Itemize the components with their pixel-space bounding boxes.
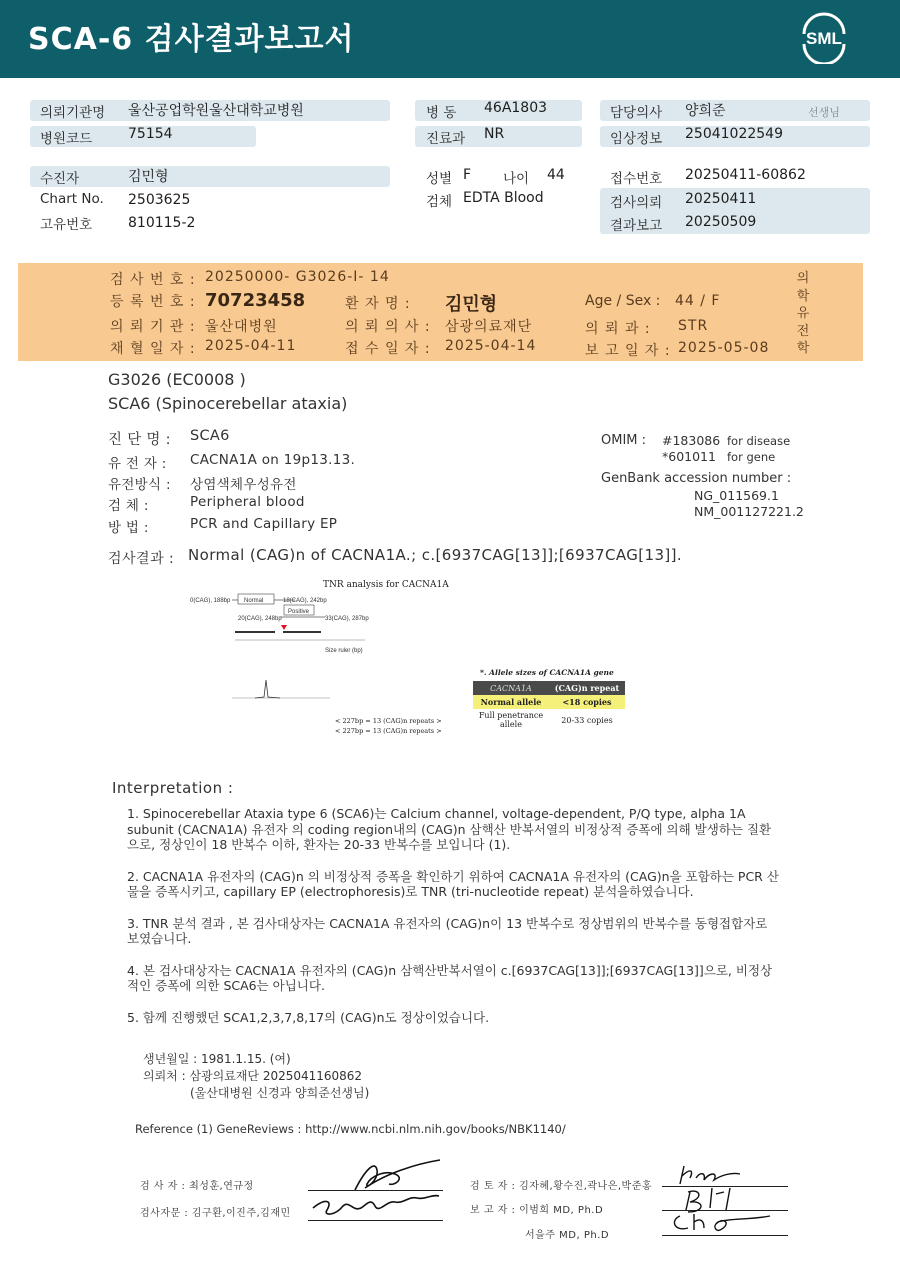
allele-table-title: *. Allele sizes of CACNA1A gene <box>480 668 614 677</box>
req-dept-label: 의 뢰 과 : <box>585 321 651 337</box>
report-date-label: 보 고 일 자 : <box>585 343 671 359</box>
omim-disease-note: for disease <box>727 434 791 448</box>
sex-value: F <box>463 167 472 183</box>
institution-label: 의뢰기관명 <box>40 105 106 121</box>
result-value: Normal (CAG)n of CACNA1A.; c.[6937CAG[13]];[6937CAG[13]]. <box>188 546 683 564</box>
side-char: 학 <box>796 341 810 356</box>
test-name: SCA6 (Spinocerebellar ataxia) <box>108 394 348 413</box>
req-doctor-value: 삼광의료재단 <box>445 319 533 335</box>
clinical-value: 25041022549 <box>685 126 783 142</box>
positive-label: Positive <box>288 609 310 615</box>
figure-title: TNR analysis for CACNA1A <box>323 580 449 590</box>
page-title: SCA-6 검사결과보고서 <box>28 22 355 57</box>
request-value: 20250411 <box>685 191 757 207</box>
chart-value: 2503625 <box>128 192 191 208</box>
patient-label: 수진자 <box>40 171 80 187</box>
age-sex-label: Age / Sex : <box>585 293 661 309</box>
allele-size-table <box>473 681 625 731</box>
allele-normal: Normal allele <box>473 695 549 709</box>
gene-label: 유 전 자 : <box>108 456 167 472</box>
side-char: 학 <box>796 288 810 304</box>
receipt-label: 접수번호 <box>610 171 663 187</box>
inherit-value: 상염색체우성유전 <box>190 477 297 493</box>
allele-col-repeat: (CAG)n repeat <box>549 681 625 695</box>
omim-gene: *601011 <box>662 449 716 464</box>
interpretation-title: Interpretation : <box>112 779 234 797</box>
info-band-patient <box>30 166 390 187</box>
req-doctor-label: 의 뢰 의 사 : <box>345 319 431 335</box>
gene-value: CACNA1A on 19p13.13. <box>190 452 356 468</box>
reviewer-reporter-signatures <box>660 1158 790 1238</box>
doctor-label: 담당의사 <box>610 105 663 121</box>
department-vertical-label <box>793 270 813 358</box>
allele-col-gene: CACNA1A <box>473 681 549 695</box>
age-value: 44 <box>547 167 565 183</box>
ward-label: 병 동 <box>426 105 457 121</box>
age-sex-value: 44 / F <box>675 293 721 309</box>
genbank-nm: NM_001127221.2 <box>694 504 804 519</box>
interpretation-item: 2. CACNA1A 유전자의 (CAG)n 의 비정상적 증폭을 확인하기 위하여 CACNA1A 유전자의 (CAG)n을 포함하는 PCR 산물을 증폭시키고, capillary EP (electrophoresis)로 TNR (tri-nucleotide repeat) 분석을하였습니다. <box>127 868 779 899</box>
patient-name-value: 김민형 <box>445 294 498 315</box>
patient-value: 김민형 <box>128 169 169 185</box>
requester-info: 의뢰처 : 삼광의료재단 2025041160862 <box>143 1069 363 1083</box>
recv-date-value: 2025-04-14 <box>445 338 537 354</box>
sample-date-value: 2025-04-11 <box>205 338 297 354</box>
allele-full-penetrance-copies: 20-33 copies <box>549 709 625 731</box>
dept-value: NR <box>484 126 505 142</box>
clinical-label: 임상정보 <box>610 131 663 147</box>
hospital-code-value: 75154 <box>128 126 173 142</box>
uid-label: 고유번호 <box>40 217 93 233</box>
specimen-value: EDTA Blood <box>463 190 544 206</box>
reviewer-names: 검 토 자 : 김자혜,황수진,곽나은,박준홍 <box>470 1181 653 1192</box>
interpretation-item: 3. TNR 분석 결과 , 본 검사대상자는 CACNA1A 유전자의 (CAG)n이 13 반복수로 정상범위의 반복수를 동형접합자로 보였습니다. <box>127 915 768 946</box>
birth-date: 생년월일 : 1981.1.15. (여) <box>143 1052 291 1066</box>
genbank-ng: NG_011569.1 <box>694 488 779 503</box>
size-ruler-label: Size ruler (bp) <box>325 648 363 654</box>
reg-no-label: 등 록 번 호 : <box>110 294 196 310</box>
receipt-value: 20250411-60862 <box>685 167 806 183</box>
specimen-label: 검체 <box>426 194 453 210</box>
side-char: 의 <box>796 271 810 286</box>
chart-label: Chart No. <box>40 191 104 207</box>
spec-label: 검 체 : <box>108 498 149 514</box>
reg-no-value: 70723458 <box>205 290 306 311</box>
bp-242-label: 18(CAG), 242bp <box>283 598 327 604</box>
dx-label: 진 단 명 : <box>108 432 171 448</box>
side-char: 전 <box>796 323 810 339</box>
exam-no-value: 20250000- G3026-I- 14 <box>205 269 390 285</box>
hospital-code-label: 병원코드 <box>40 131 93 147</box>
exam-no-label: 검 사 번 호 : <box>110 272 196 288</box>
spec-value: Peripheral blood <box>190 494 305 510</box>
req-dept-value: STR <box>678 318 709 334</box>
method-value: PCR and Capillary EP <box>190 516 338 532</box>
sample-date-label: 채 혈 일 자 : <box>110 341 196 357</box>
reference: Reference (1) GeneReviews : http://www.ncbi.nlm.nih.gov/books/NBK1140/ <box>135 1122 566 1136</box>
bp-287-label: 33(CAG), 287bp <box>325 616 369 622</box>
omim-disease: #183086 <box>662 433 721 448</box>
sml-logo <box>798 12 850 64</box>
genbank-label: GenBank accession number : <box>601 471 792 486</box>
report-date-value: 2025-05-08 <box>678 340 770 356</box>
peak-label-2: < 227bp = 13 (CAG)n repeats > <box>335 727 442 735</box>
ruler-bar-left <box>235 631 275 633</box>
svg-text:SML: SML <box>806 29 842 48</box>
allele-full-penetrance: Full penetrance allele <box>473 709 549 731</box>
reporter-name-2: 서을주 MD, Ph.D <box>525 1230 610 1241</box>
institution-value: 울산공업학원울산대학교병원 <box>128 103 304 119</box>
interpretation-body <box>127 806 782 1025</box>
bp-248-label: 20(CAG), 248bp <box>238 616 282 622</box>
tester-signature <box>305 1150 445 1225</box>
sex-label: 성별 <box>426 171 453 187</box>
test-code: G3026 (EC0008 ) <box>108 370 246 389</box>
ward-value: 46A1803 <box>484 100 548 116</box>
reporter-name: 보 고 자 : 이범희 MD, Ph.D <box>470 1205 604 1216</box>
req-inst-value: 울산대병원 <box>205 319 278 335</box>
advisor-names: 검사자문 : 김구환,이진주,김재민 <box>140 1208 291 1219</box>
interpretation-item: 4. 본 검사대상자는 CACNA1A 유전자의 (CAG)n 삼핵산반복서열이 c.[6937CAG[13]];[6937CAG[13]]으로, 비정상적인 증폭에 의한 SCA6는 아닙니다. <box>127 962 773 993</box>
report-label: 결과보고 <box>610 218 663 234</box>
patient-name-label: 환 자 명 : <box>345 296 411 312</box>
trace-peak <box>255 680 280 698</box>
omim-gene-note: for gene <box>727 450 776 464</box>
result-label: 검사결과 : <box>108 551 175 567</box>
report-value: 20250509 <box>685 214 757 230</box>
dept-label: 진료과 <box>426 131 466 147</box>
normal-label: Normal <box>244 598 264 604</box>
req-inst-label: 의 뢰 기 관 : <box>110 319 196 335</box>
allele-normal-copies: <18 copies <box>549 695 625 709</box>
method-label: 방 법 : <box>108 520 149 536</box>
interpretation-item: 5. 함께 진행했던 SCA1,2,3,7,8,17의 (CAG)n도 정상이었습니다. <box>127 1009 490 1025</box>
age-label: 나이 <box>503 171 530 187</box>
doctor-suffix: 선생님 <box>808 106 840 119</box>
ruler-bar-right <box>283 631 321 633</box>
omim-label: OMIM : <box>601 433 647 448</box>
uid-value: 810115-2 <box>128 215 196 231</box>
interpretation-item: 1. Spinocerebellar Ataxia type 6 (SCA6)는 Calcium channel, voltage-dependent, P/Q type, alpha 1A subunit (CACNA1A) 유전자 의 coding region내의 (CAG)n 삼핵산 반복서열의 비정상적 증폭에 의해 발생하는 질환으로, 정상인이 18 반복수 이하, 환자는 20-33 반복수를 보입니다 (1). <box>127 806 772 852</box>
request-label: 검사의뢰 <box>610 195 663 211</box>
recv-date-label: 접 수 일 자 : <box>345 341 431 357</box>
doctor-value: 양희준 <box>685 103 726 119</box>
red-marker <box>281 625 287 630</box>
bp-188-label: 0(CAG), 188bp <box>190 598 231 604</box>
side-char: 유 <box>796 306 810 321</box>
inherit-label: 유전방식 : <box>108 477 171 493</box>
tester-names: 검 사 자 : 최성훈,연규정 <box>140 1181 254 1192</box>
requester-detail: (울산대병원 신경과 양희준선생님) <box>190 1086 370 1100</box>
dx-value: SCA6 <box>190 428 230 444</box>
peak-label-1: < 227bp = 13 (CAG)n repeats > <box>335 717 442 725</box>
